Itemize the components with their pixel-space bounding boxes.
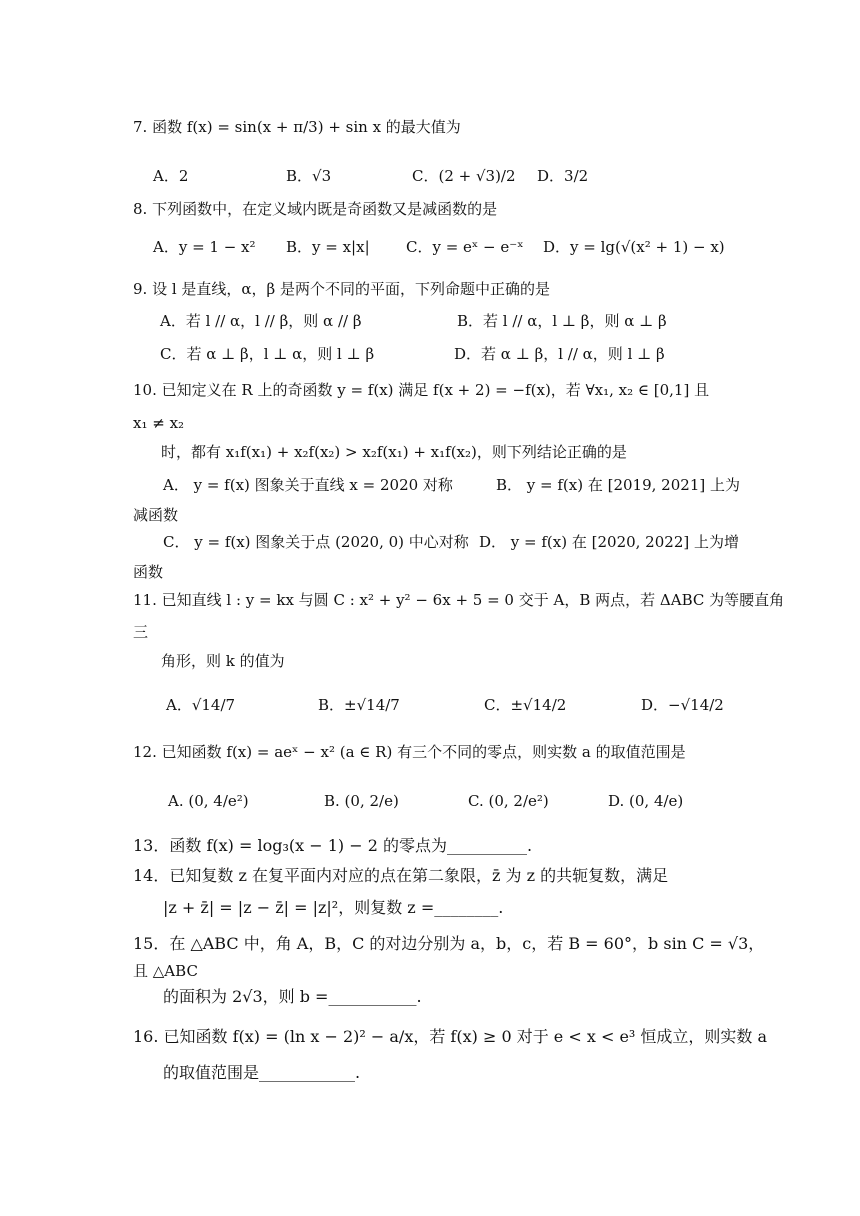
q10-option-c: C． y = f(x) 图象关于点 (2020, 0) 中心对称 [163,533,469,551]
q8-option-c: C．y = eˣ − e⁻ˣ [406,238,524,256]
q10-option-d: D． y = f(x) 在 [2020, 2022] 上为增 [479,533,739,551]
q11-stem-cont: 三 [133,623,149,641]
q16-stem: 16. 已知函数 f(x) = (ln x − 2)² − a/x，若 f(x) ≥ 0 对于 e < x < e³ 恒成立，则实数 a [133,1027,768,1046]
q15-stem-cont: 且 △ABC [133,962,198,980]
q9-option-a: A．若 l // α，l // β，则 α // β [160,312,362,330]
q11-option-a: A．√14/7 [166,696,236,714]
q12-stem: 12. 已知函数 f(x) = aeˣ − x² (a ∈ R) 有三个不同的零点，则实数 a 的取值范围是 [133,743,686,761]
q16-stem-cont: 的取值范围是____________. [163,1063,361,1082]
q12-option-a: A. (0, 4/e²) [168,792,249,810]
q7-option-a: A．2 [153,167,189,185]
q8-option-a: A．y = 1 − x² [153,238,256,256]
q10-option-a: A． y = f(x) 图象关于直线 x = 2020 对称 [163,476,453,494]
q11-option-c: C．±√14/2 [484,696,567,714]
q9-stem: 9. 设 l 是直线，α，β 是两个不同的平面，下列命题中正确的是 [133,280,550,298]
q10-stem-cont2: 时，都有 x₁f(x₁) + x₂f(x₂) > x₂f(x₁) + x₁f(x₂)，则下列结论正确的是 [161,443,627,461]
q7-option-d: D．3/2 [537,167,589,185]
q12-option-d: D. (0, 4/e) [608,792,684,810]
q9-option-c: C．若 α ⊥ β，l ⊥ α，则 l ⊥ β [160,345,375,363]
q10-option-b: B． y = f(x) 在 [2019, 2021] 上为 [496,476,740,494]
q15-stem-cont2: 的面积为 2√3，则 b =___________. [163,987,422,1006]
q8-option-d: D．y = lg(√(x² + 1) − x) [543,238,725,256]
q11-option-b: B．±√14/7 [318,696,400,714]
q7-option-b: B．√3 [286,167,332,185]
q11-stem-cont2: 角形，则 k 的值为 [161,652,285,670]
q11-option-d: D．−√14/2 [641,696,724,714]
q7-stem: 7. 函数 f(x) = sin(x + π/3) + sin x 的最大值为 [133,118,461,136]
q10-stem-cont: x₁ ≠ x₂ [133,414,185,432]
q8-stem: 8. 下列函数中，在定义域内既是奇函数又是减函数的是 [133,200,498,218]
q10-stem: 10. 已知定义在 R 上的奇函数 y = f(x) 满足 f(x + 2) = −f(x)，若 ∀x₁, x₂ ∈ [0,1] 且 [133,381,710,399]
q9-option-d: D．若 α ⊥ β，l // α，则 l ⊥ β [454,345,665,363]
q14-stem: 14．已知复数 z 在复平面内对应的点在第二象限，z̄ 为 z 的共轭复数，满足 [133,866,669,885]
q10-option-b-cont: 减函数 [133,506,179,524]
q8-option-b: B．y = x|x| [286,238,370,256]
q11-stem: 11. 已知直线 l : y = kx 与圆 C : x² + y² − 6x + 5 = 0 交于 A，B 两点，若 ΔABC 为等腰直角 [133,591,785,609]
q7-option-c: C．(2 + √3)/2 [412,167,516,185]
q15-stem: 15．在 △ABC 中，角 A，B，C 的对边分别为 a，b，c，若 B = 60°，b sin C = √3， [133,934,765,953]
q13-stem: 13．函数 f(x) = log₃(x − 1) − 2 的零点为__________. [133,836,533,855]
q10-option-d-cont: 函数 [133,563,164,581]
q12-option-c: C. (0, 2/e²) [468,792,549,810]
q9-option-b: B．若 l // α，l ⊥ β，则 α ⊥ β [457,312,667,330]
q12-option-b: B. (0, 2/e) [324,792,399,810]
q14-stem-cont: |z + z̄| = |z − z̄| = |z|²，则复数 z =________. [163,898,504,917]
